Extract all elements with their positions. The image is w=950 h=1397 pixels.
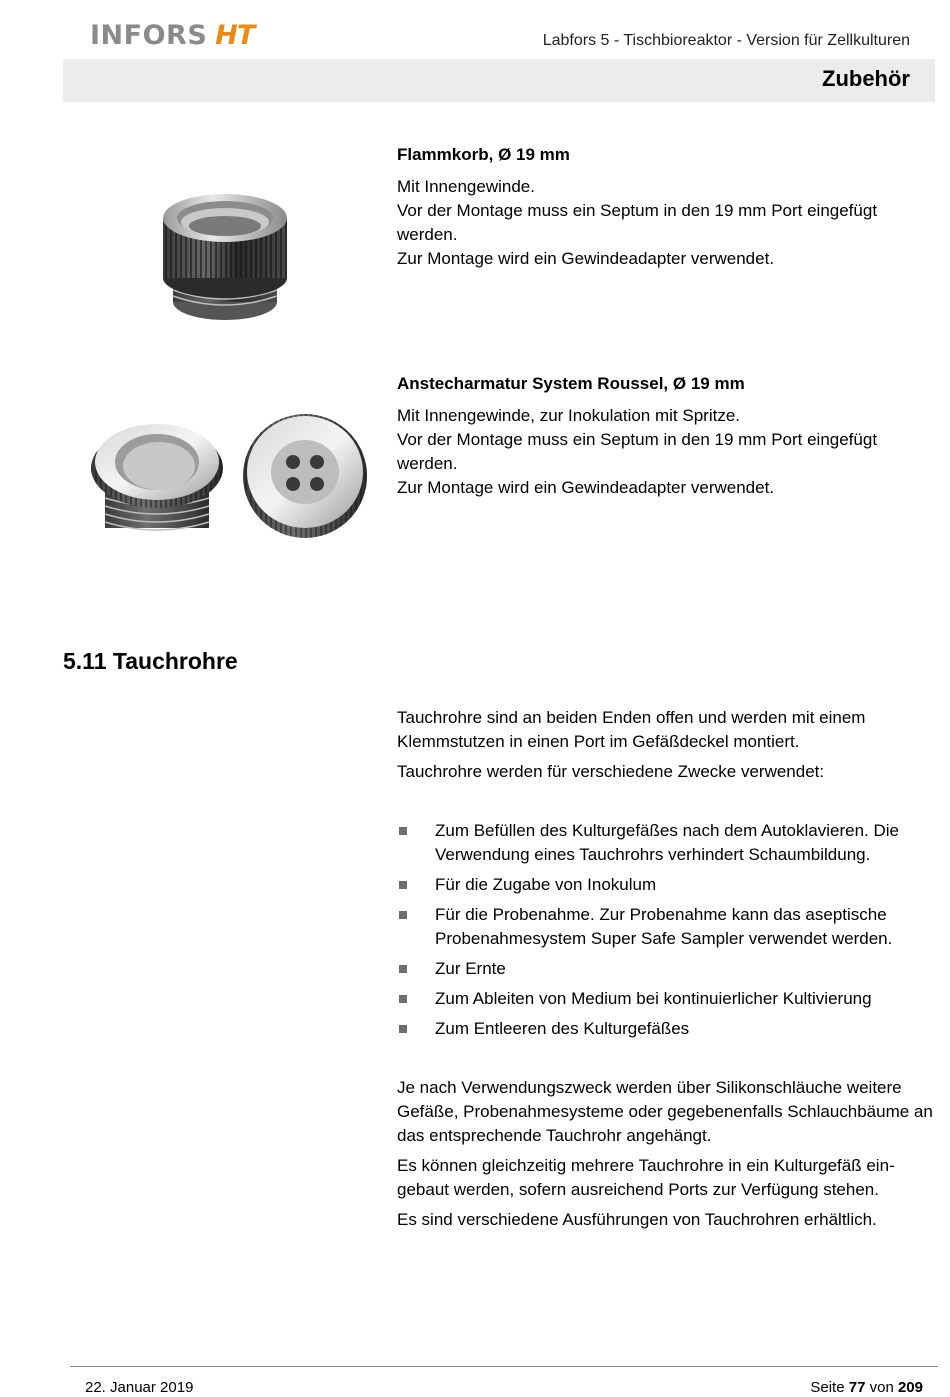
item-line: Mit Innengewinde, zur Inokulation mit Spritze. xyxy=(397,406,741,425)
bullet-square-icon xyxy=(399,827,407,835)
anstecharmatur-description xyxy=(397,372,937,500)
bullet-square-icon xyxy=(399,911,407,919)
list-item: Für die Probenahme. Zur Probenahme kann das aseptische Probenahmesystem Super Safe Sampler verwendet werden. xyxy=(397,903,937,951)
infors-ht-logo xyxy=(90,20,254,51)
item-line: Vor der Montage muss ein Septum in den 19 mm Port eingefügt werden. xyxy=(397,430,878,473)
list-item: Zum Entleeren des Kulturgefäßes xyxy=(397,1017,937,1041)
item-line: Vor der Montage muss ein Septum in den 19 mm Port eingefügt werden. xyxy=(397,201,878,244)
paragraph: Tauchrohre werden für verschiedene Zwecke verwendet: xyxy=(397,762,825,781)
footer-date: 22. Januar 2019 xyxy=(85,1379,194,1396)
item-line: Mit Innengewinde. xyxy=(397,177,535,196)
list-item: Für die Zugabe von Inokulum xyxy=(397,873,937,897)
flammkorb-image xyxy=(150,180,300,330)
bullet-square-icon xyxy=(399,995,407,1003)
section-outro xyxy=(397,1076,937,1238)
chapter-title: Zubehör xyxy=(822,66,910,91)
list-item: Zum Befüllen des Kulturgefäßes nach dem Autoklavieren. Die Verwendung eines Tauchrohrs verhindert Schaumbildung. xyxy=(397,819,937,867)
section-heading: 5.11 Tauchrohre xyxy=(63,648,238,674)
section-intro xyxy=(397,706,937,790)
item-line: Zur Montage wird ein Gewindeadapter verwendet. xyxy=(397,478,775,497)
page-number: Seite 77 von 209 xyxy=(810,1379,923,1396)
item-title: Flammkorb, Ø 19 mm xyxy=(397,145,570,164)
logo-wordmark: INFORS xyxy=(90,20,208,51)
list-item: Zur Ernte xyxy=(397,957,937,981)
bullet-square-icon xyxy=(399,881,407,889)
usage-list xyxy=(397,819,937,1047)
paragraph: Es sind verschiedene Ausführungen von Tauchrohren erhältlich. xyxy=(397,1210,877,1229)
paragraph: Tauchrohre sind an beiden Enden offen und werden mit einem Klemmstutzen in einen Port im Gefäßdeckel montiert. xyxy=(397,708,866,751)
item-title: Anstecharmatur System Roussel, Ø 19 mm xyxy=(397,374,745,393)
bullet-square-icon xyxy=(399,1025,407,1033)
item-line: Zur Montage wird ein Gewindeadapter verwendet. xyxy=(397,249,775,268)
list-item: Zum Ableiten von Medium bei kontinuierlicher Kultivierung xyxy=(397,987,937,1011)
flammkorb-description xyxy=(397,143,937,271)
chapter-band xyxy=(63,59,935,102)
footer-divider xyxy=(70,1366,938,1367)
bullet-square-icon xyxy=(399,965,407,973)
logo-ht-mark: HT xyxy=(215,20,255,51)
document-title: Labfors 5 - Tischbioreaktor - Version für Zellkulturen xyxy=(542,32,910,49)
paragraph: Je nach Verwendungszweck werden über Silikonschläuche weitere Gefäße, Probenahmesysteme oder gegebenenfalls Schlauchbäume an das entsprechende Tauchrohr angehängt. xyxy=(397,1078,933,1145)
paragraph: Es können gleichzeitig mehrere Tauchrohre in ein Kulturgefäß eingebaut werden, sofern ausreichend Ports zur Verfügung stehen. xyxy=(397,1156,895,1199)
anstecharmatur-image xyxy=(85,408,375,548)
